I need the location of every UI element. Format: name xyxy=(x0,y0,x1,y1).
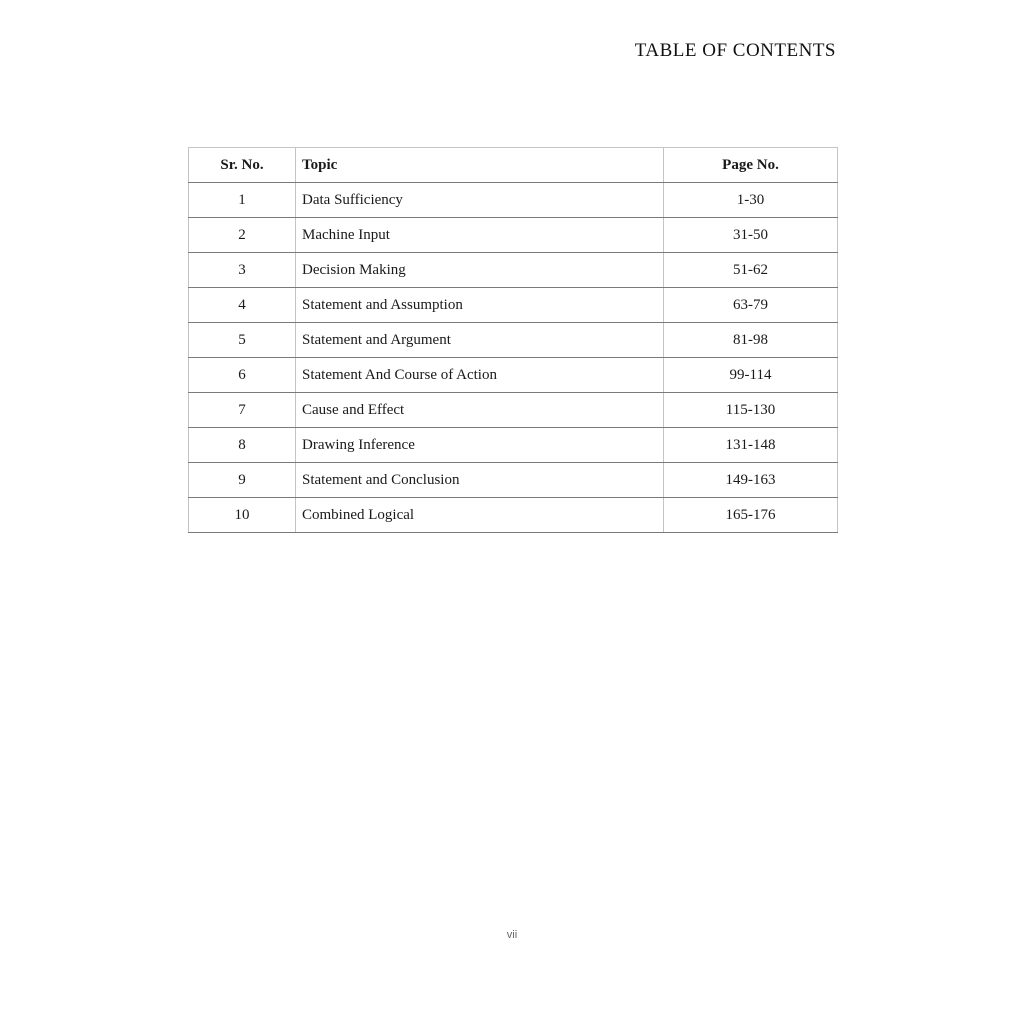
header-topic: Topic xyxy=(296,148,664,183)
row-sr-no: 10 xyxy=(189,498,296,533)
table-row xyxy=(189,288,838,323)
table-row xyxy=(189,428,838,463)
table-row xyxy=(189,463,838,498)
row-page-range: 115-130 xyxy=(664,393,838,428)
row-topic: Cause and Effect xyxy=(296,393,664,428)
table-row xyxy=(189,218,838,253)
row-topic: Statement and Assumption xyxy=(296,288,664,323)
row-page-range: 81-98 xyxy=(664,323,838,358)
row-topic: Statement and Argument xyxy=(296,323,664,358)
row-topic: Drawing Inference xyxy=(296,428,664,463)
footer-page-number: vii xyxy=(506,929,518,941)
row-topic: Statement And Course of Action xyxy=(296,358,664,393)
row-page-range: 149-163 xyxy=(664,463,838,498)
row-sr-no: 3 xyxy=(189,253,296,288)
row-sr-no: 1 xyxy=(189,183,296,218)
table-body xyxy=(189,183,838,533)
row-topic: Combined Logical xyxy=(296,498,664,533)
row-page-range: 165-176 xyxy=(664,498,838,533)
table-row xyxy=(189,253,838,288)
table-row xyxy=(189,323,838,358)
header-sr-no: Sr. No. xyxy=(189,148,296,183)
header-page-no: Page No. xyxy=(664,148,838,183)
row-topic: Decision Making xyxy=(296,253,664,288)
row-page-range: 63-79 xyxy=(664,288,838,323)
row-sr-no: 2 xyxy=(189,218,296,253)
table-row xyxy=(189,393,838,428)
toc-table xyxy=(188,147,838,533)
row-topic: Statement and Conclusion xyxy=(296,463,664,498)
row-page-range: 1-30 xyxy=(664,183,838,218)
row-sr-no: 5 xyxy=(189,323,296,358)
table-header-row xyxy=(189,148,838,183)
page-title: TABLE OF CONTENTS xyxy=(634,40,836,61)
row-topic: Data Sufficiency xyxy=(296,183,664,218)
table-row xyxy=(189,358,838,393)
row-sr-no: 8 xyxy=(189,428,296,463)
row-sr-no: 4 xyxy=(189,288,296,323)
row-page-range: 131-148 xyxy=(664,428,838,463)
row-sr-no: 9 xyxy=(189,463,296,498)
row-sr-no: 6 xyxy=(189,358,296,393)
row-topic: Machine Input xyxy=(296,218,664,253)
table-row xyxy=(189,498,838,533)
row-sr-no: 7 xyxy=(189,393,296,428)
row-page-range: 51-62 xyxy=(664,253,838,288)
table-row xyxy=(189,183,838,218)
row-page-range: 99-114 xyxy=(664,358,838,393)
row-page-range: 31-50 xyxy=(664,218,838,253)
